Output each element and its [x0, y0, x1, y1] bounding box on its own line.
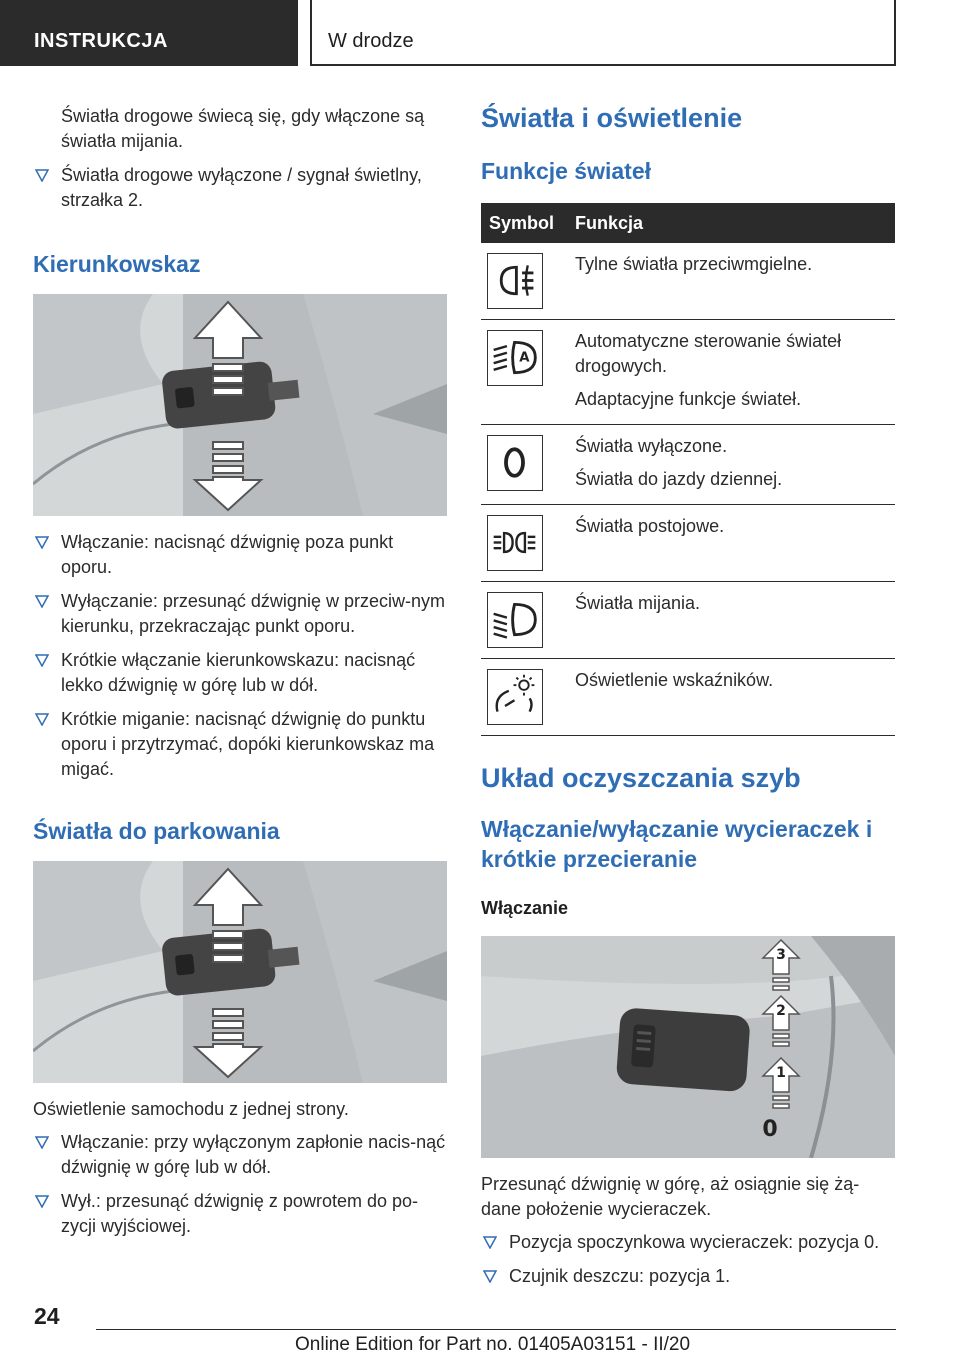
turn-signal-lever-illustration	[33, 294, 447, 516]
function-text: Światła mijania.	[575, 593, 701, 613]
wiper-text: Przesunąć dźwignię w górę, aż osiągnie się żą-dane położenie wycieraczek.	[481, 1174, 860, 1219]
function-text: Automatyczne sterowanie świateł drogowych.	[575, 331, 842, 376]
function-text: Światła wyłączone.	[575, 436, 728, 456]
turn-signal-bullet	[33, 648, 447, 698]
function-text: Oświetlenie wskaźników.	[575, 670, 774, 690]
rear-fog-light-icon	[487, 253, 543, 309]
light-functions-subheading: Funkcje świateł	[481, 158, 652, 184]
auto-high-beam-icon	[487, 330, 543, 386]
wiper-position-label: 3	[776, 947, 786, 963]
instrument-lighting-icon	[487, 669, 543, 725]
footer-divider	[96, 1329, 896, 1330]
wiper-subheading: Włączanie/wyłączanie wycieraczek i krótkie przecieranie	[481, 816, 873, 872]
header-chapter-tab	[310, 0, 896, 66]
function-text: Adaptacyjne funkcje świateł.	[575, 389, 802, 409]
function-text: Tylne światła przeciwmgielne.	[575, 254, 813, 274]
wiper-position-label: 2	[776, 1003, 786, 1019]
parking-bullet-text: Włączanie: przy wyłączonym zapłonie nacis-nąć dźwignię w górę lub w dół.	[61, 1132, 446, 1177]
bullet-triangle-icon	[35, 713, 49, 726]
function-text: Światła do jazdy dziennej.	[575, 469, 783, 489]
wiper-on-label: Włączanie	[481, 898, 569, 918]
header-section-tab	[0, 0, 298, 66]
bullet-triangle-icon	[35, 169, 49, 182]
parking-lights-icon	[487, 515, 543, 571]
table-header-function: Funkcja	[567, 203, 895, 243]
low-beam-icon	[487, 592, 543, 648]
bullet-triangle-icon	[35, 595, 49, 608]
lights-heading: Światła i oświetlenie	[481, 103, 743, 133]
lights-off-icon	[487, 435, 543, 491]
parking-lights-lever-figure	[33, 861, 447, 1083]
turn-signal-bullets	[33, 530, 447, 782]
page-number: 24	[34, 1303, 60, 1329]
bullet-triangle-icon	[35, 1136, 49, 1149]
wiper-lever-illustration	[481, 936, 895, 1158]
table-row	[481, 582, 895, 659]
wiper-bullet	[481, 1230, 895, 1255]
wiper-bullet-text: Pozycja spoczynkowa wycieraczek: pozycja 0.	[509, 1232, 880, 1252]
turn-signal-bullet	[33, 707, 447, 782]
header-section-label: INSTRUKCJA	[34, 30, 168, 52]
intro-bullet	[33, 163, 447, 213]
intro-bullet-text: Światła drogowe wyłączone / sygnał świetlny, strzałka 2.	[61, 165, 422, 210]
bullet-triangle-icon	[483, 1236, 497, 1249]
parking-lights-heading: Światła do parkowania	[33, 818, 280, 844]
turn-signal-bullet-text: Krótkie włączanie kierunkowskazu: nacisnąć lekko dźwignię w górę lub w dół.	[61, 650, 416, 695]
parking-bullet-text: Wył.: przesunąć dźwignię z powrotem do po-zycji wyjściowej.	[61, 1191, 418, 1236]
light-functions-table	[481, 203, 895, 736]
wiper-position-label: 1	[776, 1065, 786, 1081]
header-chapter-label: W drodze	[328, 30, 414, 52]
turn-signal-lever-figure	[33, 294, 447, 516]
turn-signal-bullet-text: Wyłączanie: przesunąć dźwignię w przeciw-nym kierunku, przekraczając punkt oporu.	[61, 591, 445, 636]
table-row	[481, 320, 895, 425]
parking-lights-lever-illustration	[33, 861, 447, 1083]
bullet-triangle-icon	[35, 536, 49, 549]
turn-signal-bullet-text: Włączanie: nacisnąć dźwignię poza punkt oporu.	[61, 532, 394, 577]
right-column	[481, 102, 895, 1298]
wiper-bullet	[481, 1264, 895, 1289]
table-header-symbol: Symbol	[481, 203, 567, 243]
wiper-position-label: 0	[762, 1117, 778, 1142]
bullet-triangle-icon	[35, 654, 49, 667]
footer-edition: Online Edition for Part no. 01405A03151 - II/20	[295, 1334, 691, 1355]
turn-signal-bullet	[33, 589, 447, 639]
svg-text:A: A	[519, 350, 530, 366]
turn-signal-heading: Kierunkowskaz	[33, 251, 201, 277]
left-column	[33, 104, 447, 1248]
table-header-row	[481, 203, 895, 243]
bullet-triangle-icon	[35, 1195, 49, 1208]
turn-signal-bullet-text: Krótkie miganie: nacisnąć dźwignię do punktu oporu i przytrzymać, dopóki kierunkowskaz ma migać.	[61, 709, 435, 779]
wiper-system-heading: Układ oczyszczania szyb	[481, 763, 801, 793]
parking-intro-text: Oświetlenie samochodu z jednej strony.	[33, 1099, 349, 1119]
wiper-bullet-text: Czujnik deszczu: pozycja 1.	[509, 1266, 731, 1286]
parking-bullet	[33, 1189, 447, 1239]
intro-text: Światła drogowe świecą się, gdy włączone są światła mijania.	[61, 106, 425, 151]
function-text: Światła postojowe.	[575, 516, 725, 536]
bullet-triangle-icon	[483, 1270, 497, 1283]
table-row	[481, 243, 895, 320]
table-row	[481, 505, 895, 582]
table-row	[481, 659, 895, 736]
turn-signal-bullet	[33, 530, 447, 580]
parking-bullet	[33, 1130, 447, 1180]
wiper-lever-figure	[481, 936, 895, 1158]
table-row	[481, 425, 895, 505]
